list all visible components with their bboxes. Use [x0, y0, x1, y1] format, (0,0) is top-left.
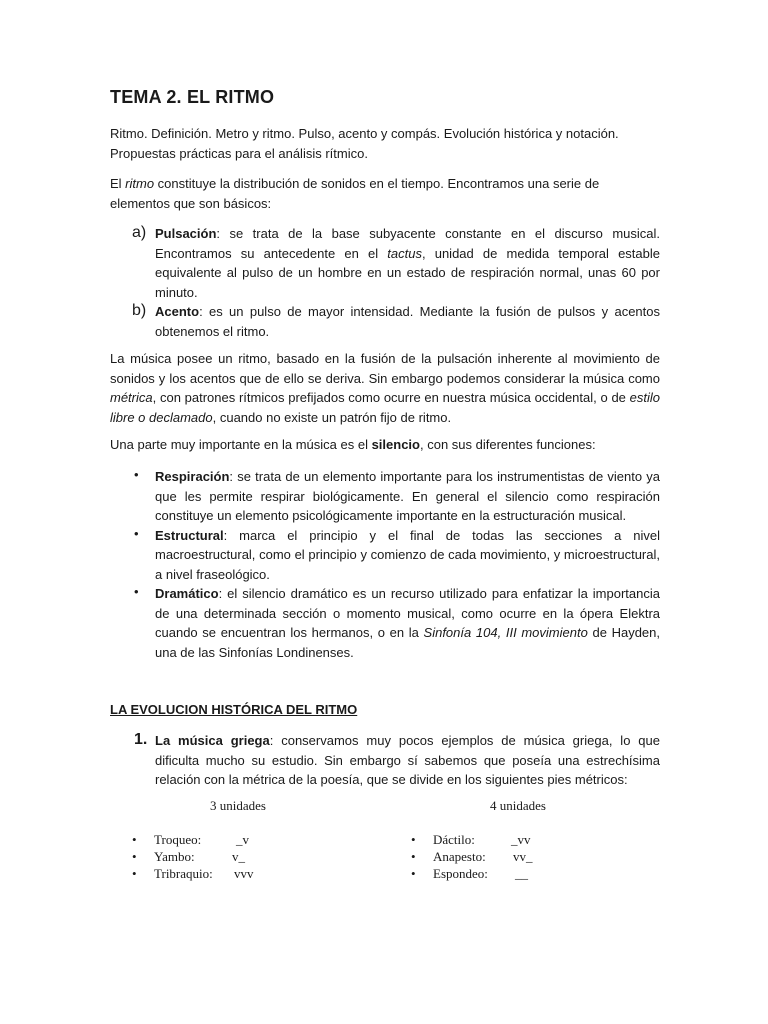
- section-heading: LA EVOLUCION HISTÓRICA DEL RITMO: [110, 702, 358, 717]
- text-run: : marca el principio y el final de todas las secciones a nivel macroestructural, como el principio y comienzo de cada movimiento, y microestructural, a nivel fraseológico.: [155, 527, 660, 582]
- foot-row-espondeo: [411, 865, 631, 882]
- text-run: , cuando no existe un patrón fijo de ritmo.: [212, 409, 452, 425]
- page-title: TEMA 2. EL RITMO: [110, 87, 275, 107]
- bullet-marker: •: [134, 584, 139, 599]
- history-list: [110, 731, 660, 790]
- italic-term: métrica: [110, 390, 153, 405]
- text-run: : el silencio dramático es un recurso utilizado para enfatizar la importancia de una determinada sección o momento musical, como ocurre en la ópera Elektra cuando se encuentran los hermanos, o en la: [155, 586, 660, 640]
- intro-paragraph: [110, 124, 660, 163]
- foot-pattern: v_: [232, 849, 245, 864]
- foot-pattern: vv_: [513, 849, 533, 864]
- list-marker: b): [132, 302, 147, 319]
- text-run: : es un pulso de mayor intensidad. Mediante la fusión de pulsos y acentos obtenemos el ritmo.: [155, 304, 660, 339]
- list-item-term: Pulsación: [155, 226, 217, 241]
- list-item-term: Respiración: [155, 469, 230, 484]
- foot-name: Yambo:: [154, 849, 195, 864]
- text-run: : se trata de la base subyacente constante en el discurso musical. Encontramos su antecedente en el: [155, 226, 660, 261]
- foot-pattern: _vv: [511, 832, 531, 847]
- bold-term: silencio: [371, 437, 420, 452]
- text-run: La música posee un ritmo, basado en la fusión de la pulsación inherente al movimiento de sonidos y los acentos que de ello se deriva. Sin embargo podemos considerar la música como: [110, 351, 660, 386]
- metric-feet-table: [110, 798, 660, 898]
- text-run: El: [110, 176, 126, 191]
- rhythm-definition-paragraph: [110, 174, 660, 213]
- text-run: , con sus diferentes funciones:: [420, 437, 596, 452]
- italic-term: ritmo: [125, 176, 155, 191]
- text-run: constituye la distribución de sonidos en el tiempo. Encontramos una serie de elementos que son básicos:: [110, 176, 600, 211]
- three-units-heading: 3 unidades: [210, 798, 266, 813]
- basic-elements-list: [110, 224, 660, 341]
- list-item-respiracion: [110, 467, 660, 526]
- foot-name: Dáctilo:: [433, 832, 475, 847]
- bullet-marker: •: [132, 866, 137, 881]
- section-heading-block: [110, 700, 660, 720]
- text-run: : conservamos muy pocos ejemplos de música griega, lo que dificulta mucho su estudio. Sin embargo sí sabemos que poseía una estrechísima relación con la métrica de la poesía, que se divide en los siguientes pies métricos:: [155, 733, 660, 787]
- foot-pattern: __: [515, 866, 528, 881]
- list-item-term: Acento: [155, 304, 200, 319]
- list-item-musica-griega: [110, 731, 660, 790]
- bullet-marker: •: [411, 849, 416, 864]
- bullet-marker: •: [132, 849, 137, 864]
- foot-name: Troqueo:: [154, 832, 202, 847]
- silence-paragraph: [110, 435, 660, 455]
- text-run: Una parte muy importante en la música es el: [110, 437, 372, 452]
- bullet-marker: •: [132, 832, 137, 847]
- intro-line-2: Propuestas prácticas para el análisis rítmico.: [110, 145, 368, 161]
- text-run: de Hayden, una de las Sinfonías Londinenses.: [155, 625, 661, 660]
- foot-name: Tribraquio:: [154, 866, 213, 881]
- list-item-acento: [110, 302, 660, 341]
- foot-row-troqueo: [132, 831, 332, 848]
- list-marker: a): [132, 224, 147, 241]
- list-item-term: Estructural: [155, 527, 224, 543]
- italic-term: tactus: [387, 245, 422, 261]
- list-item-estructural: [110, 526, 660, 585]
- four-units-heading: 4 unidades: [490, 798, 546, 813]
- bullet-marker: •: [411, 866, 416, 881]
- list-item-term: Dramático: [155, 586, 219, 601]
- foot-row-tribraquio: [132, 865, 332, 882]
- silence-functions-list: [110, 467, 660, 662]
- foot-row-yambo: [132, 848, 332, 865]
- list-item-term: La música griega: [155, 733, 270, 748]
- list-item-dramatico: [110, 584, 660, 662]
- text-run: : se trata de un elemento importante para los instrumentistas de viento ya que les permite respirar biológicamente. En general el silencio como respiración constituye un elemento psicológicamente importante en la estructuración musical.: [155, 469, 660, 523]
- intro-line-1: Ritmo. Definición. Metro y ritmo. Pulso, acento y compás. Evolución histórica y notación.: [110, 126, 619, 141]
- italic-term: Sinfonía 104, III movimiento: [423, 625, 588, 640]
- music-rhythm-paragraph: [110, 349, 660, 427]
- text-run: , con patrones rítmicos prefijados como ocurre en nuestra música occidental, o de: [152, 390, 630, 405]
- bullet-marker: •: [134, 467, 139, 482]
- list-item-pulsacion: [110, 224, 660, 302]
- foot-name: Espondeo:: [433, 866, 488, 881]
- foot-name: Anapesto:: [433, 849, 486, 864]
- foot-pattern: vvv: [234, 866, 254, 881]
- foot-row-dactilo: [411, 831, 631, 848]
- bullet-marker: •: [134, 525, 139, 541]
- text-run: , unidad de medida temporal estable equivalente al pulso de un hombre en un estado de respiración normal, unas 60 por minuto.: [155, 245, 660, 300]
- italic-term: estilo libre o declamado: [110, 390, 660, 425]
- foot-pattern: _v: [236, 832, 249, 847]
- foot-row-anapesto: [411, 848, 631, 865]
- bullet-marker: •: [411, 832, 416, 847]
- list-marker: 1.: [134, 731, 148, 748]
